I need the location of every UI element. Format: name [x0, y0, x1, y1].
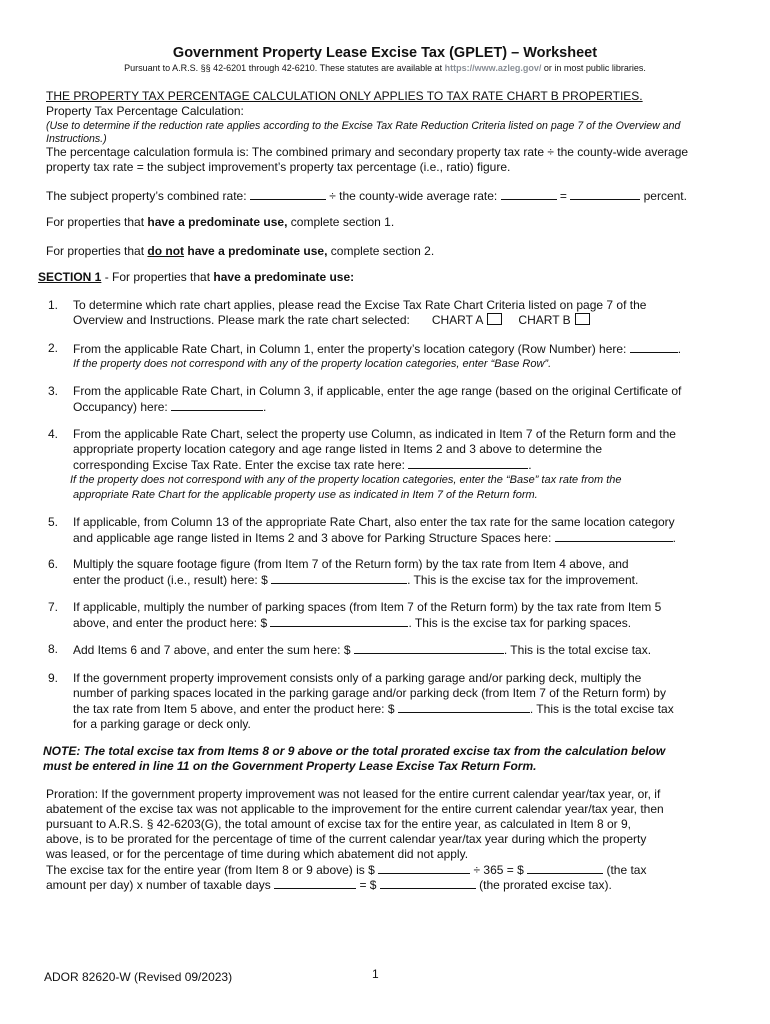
item-4-line-1: From the applicable Rate Chart, select the property use Column, as indicated in Item 7 of the Return form and the [73, 427, 676, 441]
no-predominate-use-line [46, 244, 736, 259]
rate-label-d: percent. [640, 189, 687, 203]
proration-line-1: Proration: If the government property improvement was not leased for the entire current calendar year/tax year, or, if [46, 787, 661, 801]
item-7-line-1: If applicable, multiply the number of parking spaces (from Item 7 of the Return form) by the tax rate from Item 5 [73, 600, 662, 614]
proration-line-3: pursuant to A.R.S. § 42-6203(G), the total amount of excise tax for the entire year, as calculated in Item 8 or 9, [46, 817, 631, 831]
item-number: 7. [48, 600, 59, 614]
note-line-2: must be entered in line 11 on the Government Property Lease Excise Tax Return Form. [43, 759, 537, 773]
item-1-text: Overview and Instructions. Please mark the rate chart selected: [73, 313, 410, 327]
item-8-text: Add Items 6 and 7 above, and enter the sum here: $ [73, 643, 354, 657]
item-6-end: . This is the excise tax for the improvement. [407, 573, 639, 587]
daily-tax-field[interactable] [527, 862, 603, 874]
chart-a-checkbox[interactable] [487, 313, 502, 325]
item-9-line-2: number of parking spaces located in the parking garage and/or parking deck (from Item 7 of the Return form) by [73, 686, 666, 700]
proration-line-4: above, is to be prorated for the percentage of time of the current calendar year/tax year during which the property [46, 832, 647, 846]
item-2-note: If the property does not correspond with any of the property location categories, enter “Base Row”. [73, 358, 552, 370]
note-line-1: NOTE: The total excise tax from Items 8 or 9 above or the total prorated excise tax from the calculation below [43, 744, 666, 758]
predominate-use-line [46, 215, 736, 230]
item-6-text: enter the product (i.e., result) here: $ [73, 573, 272, 587]
section-1-bold: have a predominate use: [213, 270, 355, 284]
proration-text-b: ÷ 365 = $ [470, 863, 528, 877]
item-9-line-1: If the government property improvement consists only of a parking garage and/or parking deck, multiply the [73, 671, 642, 685]
rate-label-c: = [556, 189, 571, 203]
item-4-text: corresponding Excise Tax Rate. Enter the excise tax rate here: [73, 458, 409, 472]
item-5-end: . [672, 531, 676, 545]
page-subtitle [0, 63, 770, 73]
pred-text-c: complete section 1. [287, 215, 395, 229]
item-6-line-1: Multiply the square footage figure (from Item 7 of the Return form) by the tax rate from Item 4 above, and [73, 557, 629, 571]
chart-b-checkbox[interactable] [575, 313, 590, 325]
proration-text-c: (the tax [603, 863, 647, 877]
form-id: ADOR 82620-W (Revised 09/2023) [44, 970, 233, 984]
proration-line-6 [46, 862, 736, 878]
item-7-end: . This is the excise tax for parking spaces. [408, 616, 632, 630]
proration-line-5: was leased, or for the percentage of time during which abatement did not apply. [46, 847, 469, 861]
parking-garage-tax-field[interactable] [398, 701, 530, 713]
nopred-text-c: have a predominate use, [184, 244, 328, 258]
item-2-text: From the applicable Rate Chart, in Column 1, enter the property’s location category (Row Number) here: [73, 342, 630, 356]
chart-b-heading [46, 89, 736, 104]
item-number: 8. [48, 642, 59, 656]
formula-line-2: property tax rate = the subject improvement’s property tax percentage (i.e., ratio) figure. [46, 160, 511, 174]
item-7 [48, 600, 738, 631]
annual-tax-field[interactable] [378, 862, 470, 874]
item-number: 6. [48, 557, 59, 571]
item-7-text: above, and enter the product here: $ [73, 616, 271, 630]
combined-rate-field[interactable] [250, 188, 326, 200]
improvement-tax-field[interactable] [271, 572, 407, 584]
rate-line [46, 188, 736, 204]
item-2-line-1 [73, 341, 738, 357]
item-1-line-1: To determine which rate chart applies, please read the Excise Tax Rate Chart Criteria listed on page 7 of the [73, 298, 647, 312]
item-8 [48, 642, 738, 658]
proration-line-2: abatement of the excise tax was not applicable to the improvement for the entire current calendar year/tax year, then [46, 802, 664, 816]
item-3-end: . [263, 400, 267, 414]
item-number: 2. [48, 341, 59, 355]
item-9-line-3 [73, 701, 738, 717]
proration-text-f: (the prorated excise tax). [475, 878, 612, 892]
nopred-text-d: complete section 2. [327, 244, 435, 258]
item-6 [48, 557, 738, 588]
item-8-end: . This is the total excise tax. [503, 643, 652, 657]
parking-tax-field[interactable] [270, 615, 408, 627]
county-average-rate-field[interactable] [501, 188, 557, 200]
item-3-line-2 [73, 399, 738, 415]
item-4-note-1: If the property does not correspond with any of the property location categories, enter the “Base” tax rate from the [70, 474, 622, 486]
proration-text-e: = $ [356, 878, 380, 892]
percent-field[interactable] [570, 188, 640, 200]
item-2 [48, 341, 738, 372]
item-7-line-2 [73, 615, 738, 631]
item-number: 9. [48, 671, 59, 685]
proration-text-a: The excise tax for the entire year (from Item 8 or 9 above) is $ [46, 863, 379, 877]
item-3-line-1: From the applicable Rate Chart, in Column 3, if applicable, enter the age range (based on the original Certificate of [73, 384, 682, 398]
age-range-field[interactable] [171, 399, 263, 411]
nopred-text-a: For properties that [46, 244, 148, 258]
excise-tax-rate-field[interactable] [408, 457, 528, 469]
taxable-days-field[interactable] [274, 877, 356, 889]
item-8-line-1 [73, 642, 738, 658]
item-number: 1. [48, 298, 59, 312]
rate-label-a: The subject property’s combined rate: [46, 189, 250, 203]
item-6-line-2 [73, 572, 738, 588]
chart-b-label: CHART B [518, 313, 571, 327]
item-4-end: . [528, 458, 532, 472]
item-3 [48, 384, 738, 415]
subtitle-text-end: or in most public libraries. [541, 63, 646, 73]
proration-line-7 [46, 877, 736, 893]
subtitle-text: Pursuant to A.R.S. §§ 42-6201 through 42-6210. These statutes are available at [124, 63, 445, 73]
item-9-line-4: for a parking garage or deck only. [73, 717, 251, 731]
caps-heading-text: THE PROPERTY TAX PERCENTAGE CALCULATION ONLY APPLIES TO TAX RATE CHART B PROPERTIES. [46, 89, 643, 103]
page-number: 1 [372, 967, 379, 981]
section-1-dash: - For properties that [101, 270, 214, 284]
section-1-heading [38, 270, 728, 285]
chart-a-label: CHART A [431, 313, 484, 327]
proration-text-d: amount per day) x number of taxable days [46, 878, 275, 892]
item-2-end: . [677, 342, 682, 356]
item-1 [48, 298, 738, 328]
nopred-text-b: do not [147, 244, 185, 258]
item-number: 3. [48, 384, 59, 398]
item-4-line-2: appropriate property location category and age range listed in Items 2 and 3 above to determine the [73, 442, 603, 456]
item-4-note-2: appropriate Rate Chart for the applicable property use as indicated in Item 7 of the Return form. [73, 489, 538, 501]
item-number: 4. [48, 427, 59, 441]
item-3-text: Occupancy) here: [73, 400, 172, 414]
item-9-text: the tax rate from Item 5 above, and enter the product here: $ [73, 702, 398, 716]
calc-title: Property Tax Percentage Calculation: [46, 104, 244, 118]
item-number: 5. [48, 515, 59, 529]
item-5-line-2 [73, 530, 738, 546]
prorated-tax-field[interactable] [380, 877, 476, 889]
location-category-field[interactable] [630, 341, 678, 353]
item-5 [48, 515, 738, 546]
item-4 [48, 427, 738, 503]
item-5-line-1: If applicable, from Column 13 of the appropriate Rate Chart, also enter the tax rate for the same location category [73, 515, 675, 529]
total-excise-tax-field[interactable] [354, 642, 504, 654]
formula-line-1: The percentage calculation formula is: The combined primary and secondary property tax rate ÷ the county-wide average [46, 145, 689, 159]
azleg-link[interactable]: https://www.azleg.gov/ [444, 63, 542, 73]
rate-label-b: ÷ the county-wide average rate: [325, 189, 501, 203]
page-title: Government Property Lease Excise Tax (GPLET) – Worksheet [172, 45, 598, 61]
item-9-end: . This is the total excise tax [529, 702, 674, 716]
item-4-line-3 [73, 457, 738, 473]
calc-note: (Use to determine if the reduction rate applies according to the Excise Tax Rate Reduction Criteria listed on page 7 of the Overview and Instructions.) [46, 120, 681, 145]
pred-text-b: have a predominate use, [147, 215, 288, 229]
parking-rate-field[interactable] [555, 530, 673, 542]
section-1-label: SECTION 1 [38, 270, 102, 284]
item-9 [48, 671, 738, 732]
item-5-text: and applicable age range listed in Items 2 and 3 above for Parking Structure Spaces here: [73, 531, 555, 545]
item-1-line-2 [73, 313, 738, 328]
pred-text-a: For properties that [46, 215, 148, 229]
